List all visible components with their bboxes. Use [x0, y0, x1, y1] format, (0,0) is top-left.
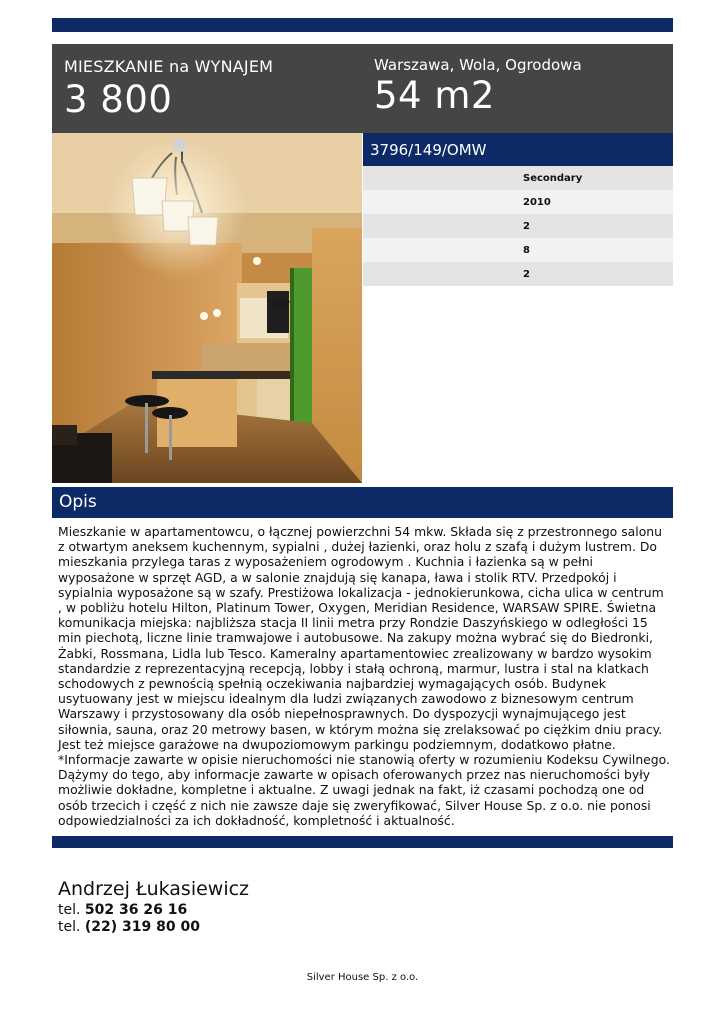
apartment-photo-illustration [52, 133, 362, 483]
detail-value: 8 [523, 244, 530, 256]
details-row [363, 166, 673, 190]
apartment-photo [52, 133, 362, 483]
agent-name: Andrzej Łukasiewicz [58, 878, 250, 900]
tel-label: tel. [58, 902, 81, 918]
footer-company: Silver House Sp. z o.o. [306, 972, 419, 983]
details-row [363, 190, 673, 214]
detail-value: Secondary [523, 172, 583, 184]
details-row [363, 262, 673, 286]
listing-type: MIESZKANIE na WYNAJEM [64, 57, 274, 76]
details-row [363, 238, 673, 262]
top-accent-bar [52, 18, 673, 32]
tel-label: tel. [58, 919, 81, 935]
listing-location: Warszawa, Wola, Ogrodowa [374, 56, 582, 74]
detail-value: 2 [523, 268, 530, 280]
listing-header [52, 44, 673, 133]
listing-area: 54 m2 [374, 74, 495, 117]
listing-price: 3 800 [64, 78, 173, 121]
agent-contact [58, 878, 249, 936]
bottom-accent-bar [52, 836, 673, 848]
detail-value: 2010 [523, 196, 551, 208]
phone-number: (22) 319 80 00 [84, 919, 200, 935]
description-text: Mieszkanie w apartamentowcu, o łącznej powierzchni 54 mkw. Składa się z przestronnego salonu z otwartym aneksem kuchennym, sypialni , dużej łazienki, oraz holu z szafą i dużym lustrem. Do mieszkania przylega taras z wyposażeniem ogrodowym . Kuchnia i łazienka są w pełni wyposażone w sprzęt AGD, a w salonie znajdują się kanapa, ława i stolik RTV. Przedpokój i sypialnia wyposażone są w szafy. Prestiżowa lokalizacja - jednokierunkowa, cicha ulica w centrum , w pobliżu hotelu Hilton, Platinum Tower, Oxygen, Meridian Residence, WARSAW SPIRE. Świetna komunikacja miejska: najbliższa stacja II linii metra przy Rondzie Daszyńskiego w odległości 15 min piechotą, liczne linie tramwajowe i autobusowe. Na zakupy można wybrać się do Biedronki, Żabki, Rossmana, Lidla lub Tesco. Kameralny apartamentowiec zrealizowany w bardzo wysokim standardzie z reprezentacyjną recepcją, lobby i stałą ochroną, marmur, lustra i stal na klatkach schodowych z pewnością spełnią oczekiwania najbardziej wymagających osób. Budynek usytuowany jest w miejscu idealnym dla ludzi związanych zawodowo z biznesowym centrum Warszawy i przystosowany dla osób niepełnosprawnych. Do dyspozycji wynajmującego jest siłownia, sauna, oraz 20 metrowy basen, w którym można się zrelaksować po ciężkim dniu pracy. Jest też miejsce garażowe na dwupoziomowym parkingu podziemnym, dodatkowo płatne. *Informacje zawarte w opisie nieruchomości nie stanowią oferty w rozumieniu Kodeksu Cywilnego. Dążymy do tego, aby informacje zawarte w opisach oferowanych przez nas nieruchomości były możliwie dokładne, kompletne i aktualne. Z uwagi jednak na fakt, iż czasami pochodzą one od osób trzecich i część z nich nie zawsze daje się zweryfikować, Silver House Sp. z o.o. nie ponosi odpowiedzialności za ich dokładność, kompletność i aktualność. [58, 524, 670, 828]
agent-phone-1 [58, 902, 249, 919]
reference-number: 3796/149/OMW [363, 133, 673, 166]
details-row [363, 214, 673, 238]
phone-number: 502 36 26 16 [84, 902, 188, 918]
agent-phone-2 [58, 919, 249, 936]
details-table [363, 166, 673, 286]
description-heading: Opis [52, 487, 673, 518]
detail-value: 2 [523, 220, 530, 232]
